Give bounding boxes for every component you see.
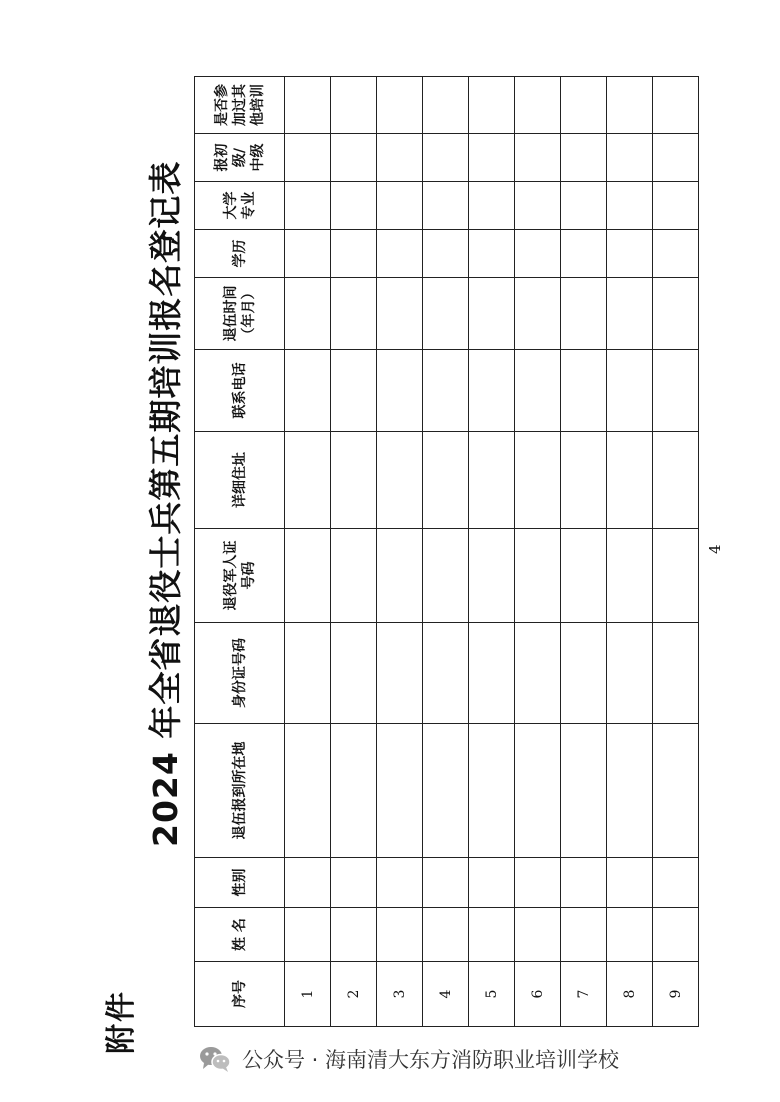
blank-cell	[653, 230, 699, 278]
table-body	[285, 77, 699, 1027]
blank-cell	[653, 278, 699, 350]
blank-cell	[377, 230, 423, 278]
blank-cell	[515, 278, 561, 350]
blank-cell	[515, 77, 561, 134]
attachment-label: 附件	[104, 990, 139, 1054]
blank-cell	[653, 724, 699, 858]
blank-cell	[607, 350, 653, 432]
blank-cell	[469, 350, 515, 432]
blank-cell	[331, 350, 377, 432]
header-serial: 序号	[195, 962, 285, 1027]
blank-cell	[653, 432, 699, 529]
blank-cell	[285, 278, 331, 350]
table-row	[561, 77, 607, 1027]
blank-cell	[653, 182, 699, 230]
blank-cell	[423, 182, 469, 230]
blank-cell	[653, 908, 699, 962]
row-number: 8	[607, 962, 653, 1027]
blank-cell	[423, 278, 469, 350]
blank-cell	[607, 623, 653, 724]
table-row	[331, 77, 377, 1027]
blank-cell	[285, 724, 331, 858]
blank-cell	[607, 724, 653, 858]
blank-cell	[285, 182, 331, 230]
blank-cell	[469, 432, 515, 529]
blank-cell	[469, 724, 515, 858]
blank-cell	[469, 858, 515, 908]
blank-cell	[423, 230, 469, 278]
header-discharge-date: 退伍时间 （年月）	[195, 278, 285, 350]
blank-cell	[377, 724, 423, 858]
blank-cell	[285, 908, 331, 962]
header-name: 姓 名	[195, 908, 285, 962]
row-number: 5	[469, 962, 515, 1027]
blank-cell	[285, 529, 331, 623]
blank-cell	[377, 858, 423, 908]
blank-cell	[607, 278, 653, 350]
header-id-number: 身份证号码	[195, 623, 285, 724]
blank-cell	[331, 77, 377, 134]
blank-cell	[331, 529, 377, 623]
table-row	[377, 77, 423, 1027]
blank-cell	[423, 858, 469, 908]
header-other-training: 是否参 加过其 他培训	[195, 77, 285, 134]
blank-cell	[331, 278, 377, 350]
blank-cell	[607, 230, 653, 278]
row-number: 2	[331, 962, 377, 1027]
blank-cell	[331, 623, 377, 724]
blank-cell	[653, 858, 699, 908]
row-number: 6	[515, 962, 561, 1027]
watermark	[198, 1044, 619, 1074]
header-veteran-card-number: 退役军人证 号码	[195, 529, 285, 623]
blank-cell	[561, 529, 607, 623]
table-row	[515, 77, 561, 1027]
blank-cell	[377, 623, 423, 724]
blank-cell	[285, 134, 331, 182]
blank-cell	[423, 724, 469, 858]
header-row	[195, 77, 285, 1027]
header-address: 详细住址	[195, 432, 285, 529]
blank-cell	[377, 182, 423, 230]
blank-cell	[469, 134, 515, 182]
blank-cell	[377, 529, 423, 623]
blank-cell	[561, 858, 607, 908]
blank-cell	[377, 77, 423, 134]
row-number: 9	[653, 962, 699, 1027]
blank-cell	[515, 858, 561, 908]
blank-cell	[285, 350, 331, 432]
blank-cell	[653, 623, 699, 724]
blank-cell	[423, 529, 469, 623]
blank-cell	[561, 432, 607, 529]
blank-cell	[285, 623, 331, 724]
blank-cell	[515, 432, 561, 529]
row-number: 7	[561, 962, 607, 1027]
page-number: 4	[706, 544, 724, 554]
blank-cell	[469, 230, 515, 278]
blank-cell	[331, 432, 377, 529]
blank-cell	[515, 230, 561, 278]
blank-cell	[653, 134, 699, 182]
blank-cell	[561, 230, 607, 278]
blank-cell	[331, 858, 377, 908]
table-row	[285, 77, 331, 1027]
header-education: 学历	[195, 230, 285, 278]
blank-cell	[653, 529, 699, 623]
blank-cell	[607, 908, 653, 962]
blank-cell	[285, 858, 331, 908]
blank-cell	[607, 529, 653, 623]
blank-cell	[515, 623, 561, 724]
blank-cell	[607, 182, 653, 230]
table-row	[653, 77, 699, 1027]
blank-cell	[285, 230, 331, 278]
blank-cell	[653, 350, 699, 432]
blank-cell	[331, 134, 377, 182]
blank-cell	[423, 77, 469, 134]
blank-cell	[561, 623, 607, 724]
blank-cell	[423, 134, 469, 182]
row-number: 1	[285, 962, 331, 1027]
blank-cell	[377, 432, 423, 529]
header-phone: 联系电话	[195, 350, 285, 432]
blank-cell	[561, 908, 607, 962]
blank-cell	[607, 432, 653, 529]
blank-cell	[515, 908, 561, 962]
blank-cell	[561, 182, 607, 230]
blank-cell	[469, 623, 515, 724]
table-row	[423, 77, 469, 1027]
blank-cell	[331, 724, 377, 858]
blank-cell	[607, 134, 653, 182]
header-level: 报初 级/ 中级	[195, 134, 285, 182]
blank-cell	[515, 182, 561, 230]
registration-table	[194, 76, 699, 1027]
blank-cell	[469, 278, 515, 350]
blank-cell	[561, 77, 607, 134]
row-number: 4	[423, 962, 469, 1027]
blank-cell	[653, 77, 699, 134]
table-row	[469, 77, 515, 1027]
watermark-text: 公众号 · 海南清大东方消防职业培训学校	[242, 1048, 620, 1072]
blank-cell	[469, 77, 515, 134]
blank-cell	[561, 134, 607, 182]
blank-cell	[561, 350, 607, 432]
blank-cell	[469, 529, 515, 623]
blank-cell	[331, 230, 377, 278]
blank-cell	[423, 432, 469, 529]
blank-cell	[515, 350, 561, 432]
blank-cell	[331, 908, 377, 962]
blank-cell	[561, 278, 607, 350]
blank-cell	[377, 278, 423, 350]
row-number: 3	[377, 962, 423, 1027]
blank-cell	[607, 858, 653, 908]
header-gender: 性别	[195, 858, 285, 908]
blank-cell	[469, 908, 515, 962]
blank-cell	[515, 529, 561, 623]
header-discharge-location: 退伍报到所在地	[195, 724, 285, 858]
blank-cell	[607, 77, 653, 134]
blank-cell	[469, 182, 515, 230]
table-row	[607, 77, 653, 1027]
blank-cell	[423, 623, 469, 724]
blank-cell	[285, 77, 331, 134]
blank-cell	[377, 134, 423, 182]
form-title: 2024 年全省退役士兵第五期培训报名登记表	[146, 160, 185, 847]
blank-cell	[377, 908, 423, 962]
blank-cell	[561, 724, 607, 858]
blank-cell	[377, 350, 423, 432]
blank-cell	[515, 724, 561, 858]
header-major: 大学 专业	[195, 182, 285, 230]
wechat-icon	[198, 1044, 232, 1074]
blank-cell	[423, 350, 469, 432]
blank-cell	[423, 908, 469, 962]
blank-cell	[331, 182, 377, 230]
blank-cell	[285, 432, 331, 529]
blank-cell	[515, 134, 561, 182]
